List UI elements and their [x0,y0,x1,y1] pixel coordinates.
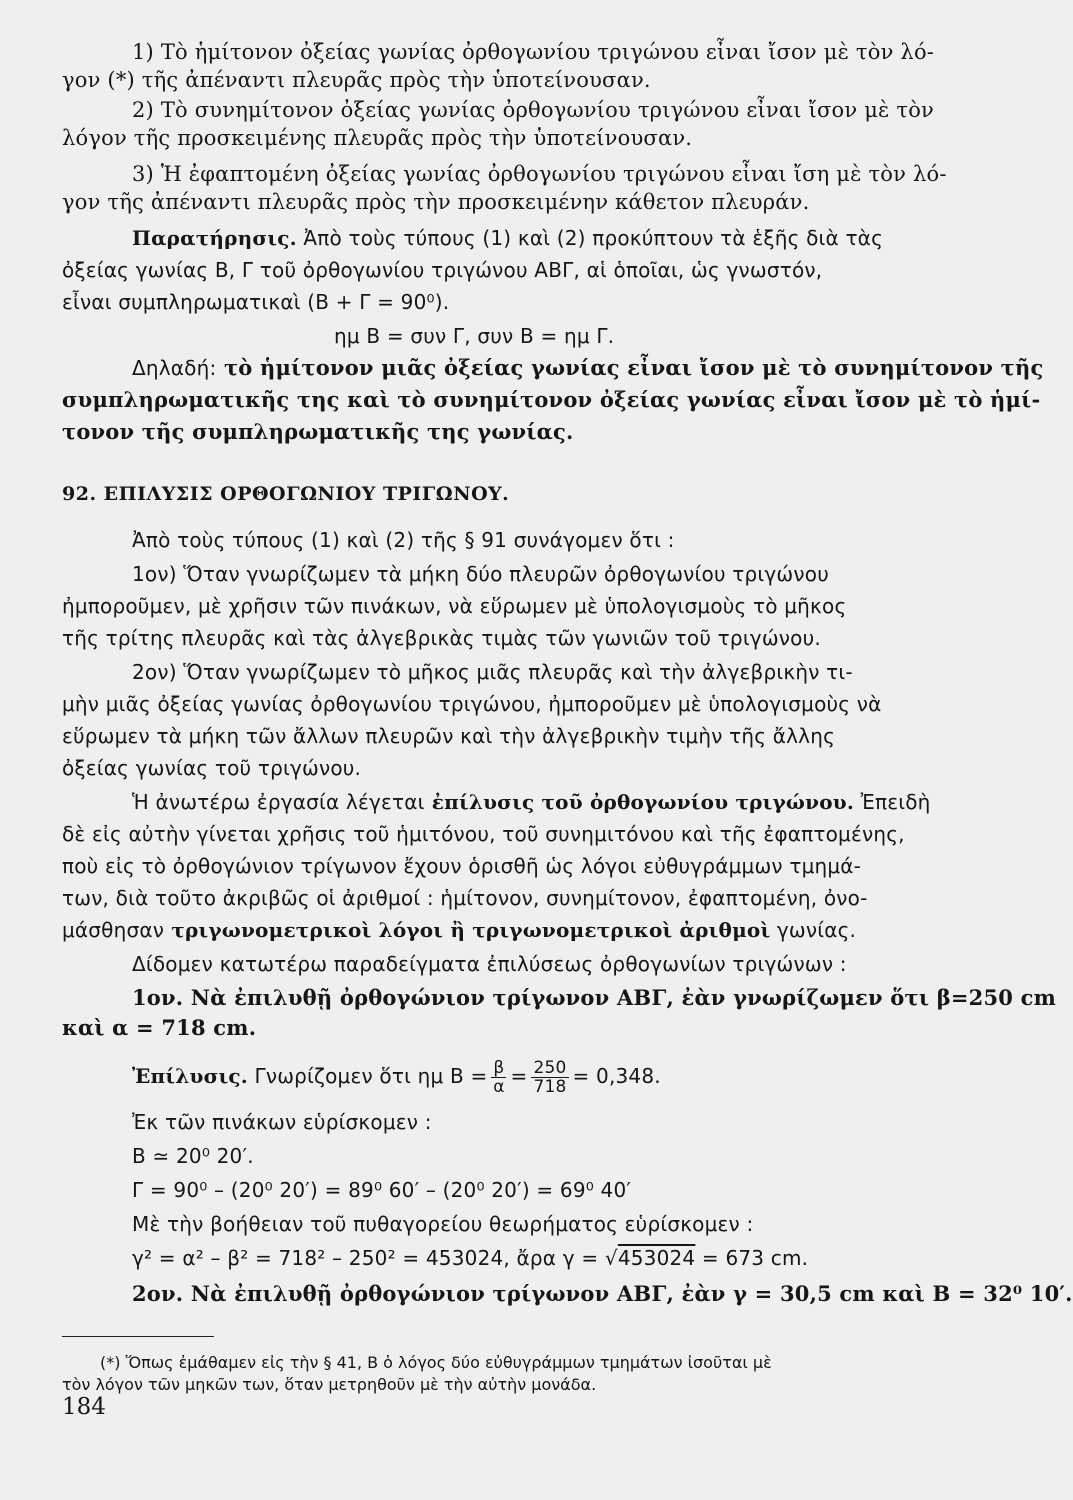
summary-label: Δηλαδή: [132,356,217,380]
remark-formula: ημ Β = συν Γ, συν Β = ημ Γ. [334,324,615,348]
definition-line3: ποὺ εἰς τὸ ὀρθογώνιον τρίγωνον ἔχουν ὁρισθῆ ὡς λόγοι εὐθυγράμμων τμημά- [62,854,862,878]
gamma-eq-c: = 673 cm. [695,1246,809,1270]
fraction-alpha: α [493,1077,505,1097]
sqrt-radicand: 453024 [617,1246,696,1270]
rule-3-line1: 3) Ἡ ἐφαπτομένη ὀξείας γωνίας ὀρθογωνίου τριγώνου εἶναι ἴση μὲ τὸν λό- [132,162,947,186]
fraction-718: 718 [533,1077,567,1097]
examples-intro: Δίδομεν κατωτέρω παραδείγματα ἐπιλύσεως ὀρθογωνίων τριγώνων : [132,952,847,976]
summary-text: τὸ ἡμίτονον μιᾶς ὀξείας γωνίας εἶναι ἴσον μὲ τὸ συνημίτονον τῆς [216,355,1044,380]
definition-line2: δὲ εἰς αὐτὴν γίνεται χρῆσις τοῦ ἡμιτόνου, τοῦ συνημιτόνου καὶ τῆς ἐφαπτομένης, [62,822,905,846]
fraction-250: 250 [533,1058,567,1078]
remark-line3: εἶναι συμπληρωματικαὶ (Β + Γ = 90⁰). [62,290,450,314]
fraction-250-718 [531,1059,568,1096]
definition-text-d: μάσθησαν [62,918,165,942]
angle-c-value: Γ = 90⁰ – (20⁰ 20′) = 89⁰ 60′ – (20⁰ 20′) = 69⁰ 40′ [132,1178,632,1202]
pythagoras-line: Μὲ τὴν βοήθειαν τοῦ πυθαγορείου θεωρήματος εὑρίσκομεν : [132,1212,754,1236]
definition-text-a: Ἡ ἀνωτέρω ἐργασία λέγεται [132,790,425,814]
definition-text-e: γωνίας. [770,918,857,942]
remark-line1 [132,224,920,252]
case2-line4: ὀξείας γωνίας τοῦ τριγώνου. [62,756,362,780]
fraction-beta-alpha [491,1059,506,1096]
definition-line4: των, διὰ τοῦτο ἀκριβῶς οἱ ἀριθμοί : ἡμίτονον, συνημίτονον, ἐφαπτομένη, ὀνο- [62,886,868,910]
case1-line3: τῆς τρίτης πλευρᾶς καὶ τὰς ἀλγεβρικὰς τιμὰς τῶν γωνιῶν τοῦ τριγώνου. [62,626,821,650]
rule-1-line2: γον (*) τῆς ἀπέναντι πλευρᾶς πρὸς τὴν ὑποτείνουσαν. [62,68,651,92]
case2-line1: 2ον) Ὅταν γνωρίζωμεν τὸ μῆκος μιᾶς πλευρᾶς καὶ τὴν ἀλγεβρικὴν τι- [132,660,853,684]
solution-label: Ἐπίλυσις. [132,1064,248,1088]
p92-intro: Ἀπὸ τοὺς τύπους (1) καὶ (2) τῆς § 91 συνάγομεν ὅτι : [132,528,675,552]
definition-term: ἐπίλυσις τοῦ ὀρθογωνίου τριγώνου. [424,790,855,814]
case2-line2: μὴν μιᾶς ὀξείας γωνίας ὀρθογωνίου τριγώνου, ἠμποροῦμεν μὲ ὑπολογισμοὺς νὰ [62,692,882,716]
example1-line1: 1ον. Νὰ ἐπιλυθῇ ὀρθογώνιον τρίγωνον ΑΒΓ, ἐὰν γνωρίζωμεν ὅτι β=250 cm [132,985,1056,1010]
page-number: 184 [62,1394,106,1420]
remark-line2: ὀξείας γωνίας Β, Γ τοῦ ὀρθογωνίου τριγώνου ΑΒΓ, αἱ ὁποῖαι, ὡς γνωστόν, [62,258,823,282]
fraction-beta: β [493,1058,505,1078]
example2-line: 2ον. Νὰ ἐπιλυθῇ ὀρθογώνιον τρίγωνον ΑΒΓ, ἐὰν γ = 30,5 cm καὶ Β = 32⁰ 10′. [132,1281,1073,1306]
rule-2-line2: λόγον τῆς προσκειμένης πλευρᾶς πρὸς τὴν ὑποτείνουσαν. [62,126,693,150]
definition-text-c: Ἐπειδὴ [854,790,931,814]
tables-line: Ἐκ τῶν πινάκων εὑρίσκομεν : [132,1110,432,1134]
footnote-line2: τὸν λόγον τῶν μηκῶν των, ὅταν μετρηθοῦν μὲ τὴν αὐτὴν μονάδα. [62,1375,597,1394]
angle-b-value: Β ≃ 20⁰ 20′. [132,1144,254,1168]
equals-sign: = [510,1064,528,1088]
solution-text: Γνωρίζομεν ὅτι ημ Β = [247,1064,488,1088]
solution-line [132,1056,920,1100]
definition-line1 [132,788,931,816]
rule-3-line2: γον τῆς ἀπέναντι πλευρᾶς πρὸς τὴν προσκειμένην κάθετον πλευράν. [62,190,810,214]
summary-line3: τονον τῆς συμπληρωματικῆς της γωνίας. [62,419,574,444]
summary-line2: συμπληρωματικῆς της καὶ τὸ συνημίτονον ὀξείας γωνίας εἶναι ἴσον μὲ τὸ ἡμί- [62,387,1041,412]
trig-ratios-term: τριγωνομετρικοὶ λόγοι ἢ τριγωνομετρικοὶ ἀριθμοὶ [164,918,771,942]
example1-line2: καὶ α = 718 cm. [62,1015,257,1040]
footnote-rule [62,1336,214,1337]
case2-line3: εὕρωμεν τὰ μήκη τῶν ἄλλων πλευρῶν καὶ τὴν ἀλγεβρικὴν τιμὴν τῆς ἄλλης [62,724,836,748]
remark-label: Παρατήρησις. [132,226,297,250]
rule-2-line1: 2) Τὸ συνημίτονον ὀξείας γωνίας ὀρθογωνίου τριγώνου εἶναι ἴσον μὲ τὸν [132,98,935,122]
summary-line1 [132,354,1044,382]
footnote-line1: (*) Ὅπως ἐμάθαμεν εἰς τὴν § 41, Β ὁ λόγος δύο εὐθυγράμμων τμημάτων ἰσοῦται μὲ [100,1353,772,1372]
gamma-eq-a: γ² = α² – β² = 718² – 250² = 453024, ἄρα γ = √ [132,1246,618,1270]
section-92-heading: 92. ΕΠΙΛΥΣΙΣ ΟΡΘΟΓΩΝΙΟΥ ΤΡΙΓΩΝΟΥ. [62,483,510,505]
rule-1-line1: 1) Τὸ ἡμίτονον ὀξείας γωνίας ὀρθογωνίου τριγώνου εἶναι ἴσον μὲ τὸν λό- [132,40,935,64]
solution-result: = 0,348. [572,1064,661,1088]
definition-line5 [62,916,920,944]
gamma-computation [132,1244,920,1272]
case1-line2: ἠμποροῦμεν, μὲ χρῆσιν τῶν πινάκων, νὰ εὕρωμεν μὲ ὑπολογισμοὺς τὸ μῆκος [62,594,847,618]
case1-line1: 1ον) Ὅταν γνωρίζωμεν τὰ μήκη δύο πλευρῶν ὀρθογωνίου τριγώνου [132,562,829,586]
remark-text: Ἀπὸ τοὺς τύπους (1) καὶ (2) προκύπτουν τὰ ἑξῆς διὰ τὰς [296,226,884,250]
